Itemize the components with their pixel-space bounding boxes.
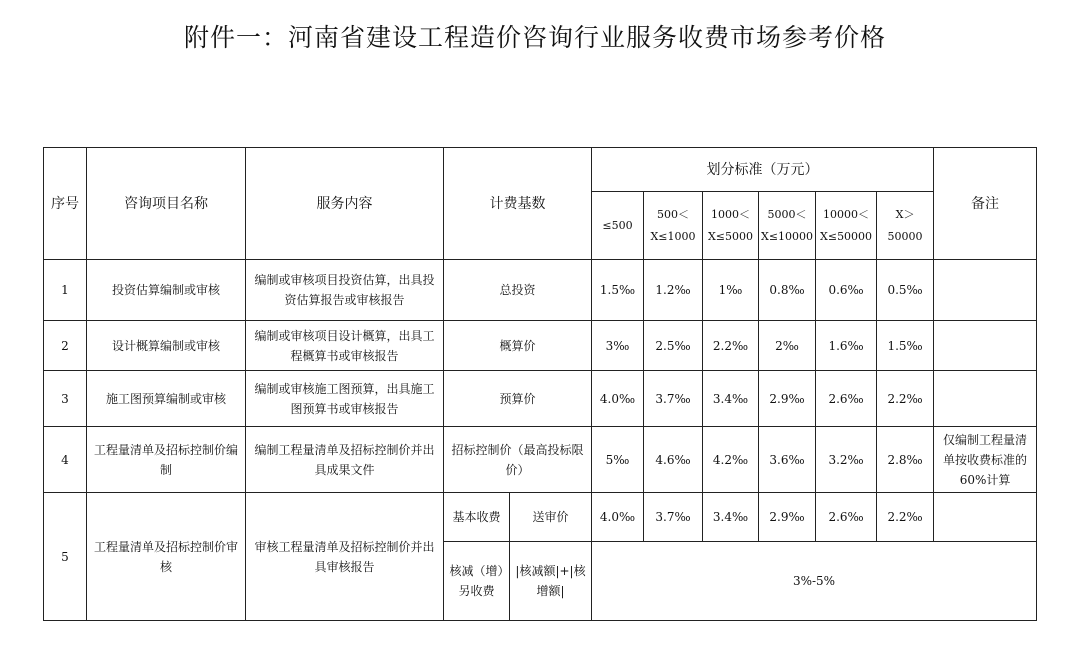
- row-service-content: 审核工程量清单及招标控制价并出具审核报告: [246, 493, 444, 621]
- row-rate: 0.5‰: [877, 260, 934, 321]
- row-fee-base: 总投资: [444, 260, 592, 321]
- row-rate: 4.2‰: [703, 427, 759, 493]
- row-project-name: 设计概算编制或审核: [87, 321, 246, 371]
- row-service-content: 编制工程量清单及招标控制价并出具成果文件: [246, 427, 444, 493]
- row-rate: 2.2‰: [877, 493, 934, 542]
- row-project-name: 工程量清单及招标控制价审核: [87, 493, 246, 621]
- row-rate: 1.5‰: [592, 260, 644, 321]
- page-title: 附件一：河南省建设工程造价咨询行业服务收费市场参考价格: [183, 23, 886, 52]
- table-row: [44, 493, 1037, 542]
- row-rate: 1.2‰: [644, 260, 703, 321]
- row-seq: 5: [44, 493, 87, 621]
- extra-fee-rate: 3%-5%: [592, 542, 1037, 621]
- header-project-name: 咨询项目名称: [87, 148, 246, 260]
- row-seq: 2: [44, 321, 87, 371]
- row-remark: [934, 493, 1037, 542]
- row-rate: 5‰: [592, 427, 644, 493]
- range-header: 500＜X≤1000: [644, 192, 703, 260]
- row-rate: 1‰: [703, 260, 759, 321]
- row-remark: [934, 371, 1037, 427]
- table-row: [44, 260, 1037, 321]
- range-header: 1000＜X≤5000: [703, 192, 759, 260]
- row-seq: 4: [44, 427, 87, 493]
- row-service-content: 编制或审核项目投资估算，出具投资估算报告或审核报告: [246, 260, 444, 321]
- row-rate: 2.9‰: [759, 493, 816, 542]
- row-project-name: 投资估算编制或审核: [87, 260, 246, 321]
- table-row: [44, 427, 1037, 493]
- row-rate: 2.9‰: [759, 371, 816, 427]
- row-rate: 0.8‰: [759, 260, 816, 321]
- row-seq: 1: [44, 260, 87, 321]
- header-service-content: 服务内容: [246, 148, 444, 260]
- header-seq: 序号: [44, 148, 87, 260]
- row-remark: 仅编制工程量清单按收费标准的 60%计算: [934, 427, 1037, 493]
- row-project-name: 工程量清单及招标控制价编制: [87, 427, 246, 493]
- row-rate: 4.0‰: [592, 493, 644, 542]
- row-rate: 2.6‰: [816, 493, 877, 542]
- row-rate: 2.6‰: [816, 371, 877, 427]
- row-rate: 2.5‰: [644, 321, 703, 371]
- row-fee-base: 预算价: [444, 371, 592, 427]
- fee-table: [43, 147, 1037, 621]
- extra-fee-base: |核减额|+|核增额|: [510, 542, 592, 621]
- row-rate: 0.6‰: [816, 260, 877, 321]
- row-rate: 3.7‰: [644, 371, 703, 427]
- extra-fee-label: 核减（增）另收费: [444, 542, 510, 621]
- table-row: [44, 371, 1037, 427]
- basic-fee-base: 送审价: [510, 493, 592, 542]
- row-rate: 1.6‰: [816, 321, 877, 371]
- row-rate: 2.2‰: [877, 371, 934, 427]
- table-row: [44, 321, 1037, 371]
- range-header: X＞50000: [877, 192, 934, 260]
- header-division-standard: 划分标准（万元）: [592, 148, 934, 192]
- row-rate: 2.8‰: [877, 427, 934, 493]
- row-rate: 2‰: [759, 321, 816, 371]
- row-service-content: 编制或审核施工图预算，出具施工图预算书或审核报告: [246, 371, 444, 427]
- row-rate: 3.6‰: [759, 427, 816, 493]
- row-rate: 3.4‰: [703, 371, 759, 427]
- header-fee-base: 计费基数: [444, 148, 592, 260]
- row-remark: [934, 321, 1037, 371]
- header-remark: 备注: [934, 148, 1037, 260]
- range-header: 5000＜X≤10000: [759, 192, 816, 260]
- row-rate: 3.2‰: [816, 427, 877, 493]
- row-service-content: 编制或审核项目设计概算，出具工程概算书或审核报告: [246, 321, 444, 371]
- row-rate: 3.4‰: [703, 493, 759, 542]
- row-rate: 2.2‰: [703, 321, 759, 371]
- basic-fee-label: 基本收费: [444, 493, 510, 542]
- row-seq: 3: [44, 371, 87, 427]
- row-project-name: 施工图预算编制或审核: [87, 371, 246, 427]
- row-remark: [934, 260, 1037, 321]
- range-header: 10000＜X≤50000: [816, 192, 877, 260]
- row-rate: 4.0‰: [592, 371, 644, 427]
- row-rate: 3‰: [592, 321, 644, 371]
- row-rate: 1.5‰: [877, 321, 934, 371]
- row-rate: 3.7‰: [644, 493, 703, 542]
- row-fee-base: 概算价: [444, 321, 592, 371]
- row-fee-base: 招标控制价（最高投标限价）: [444, 427, 592, 493]
- range-header: ≤500: [592, 192, 644, 260]
- row-rate: 4.6‰: [644, 427, 703, 493]
